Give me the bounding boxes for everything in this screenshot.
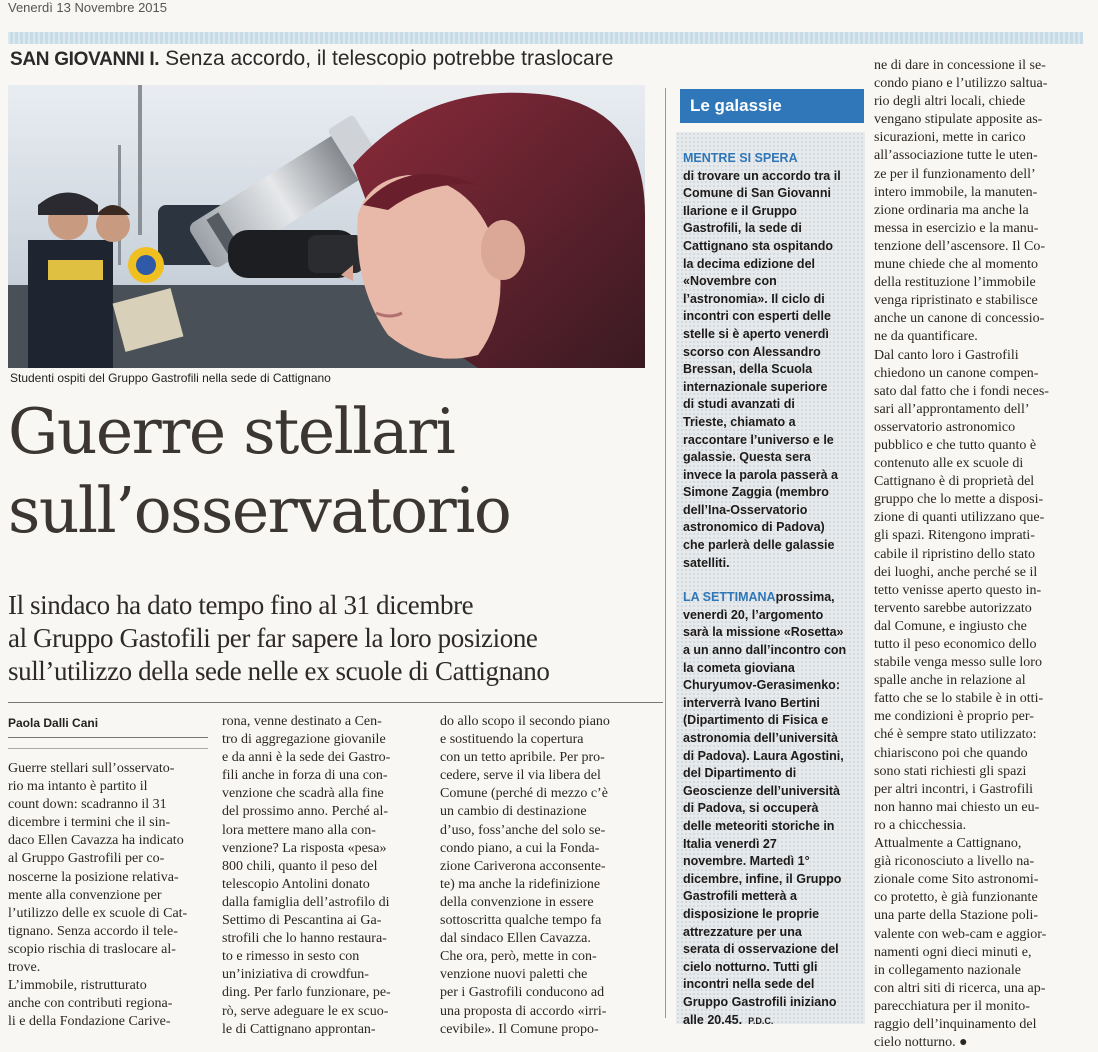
sidebar-line: dell’Ina-Osservatorio (683, 502, 808, 517)
article-line: stabile venga messo sulle loro (874, 655, 1042, 671)
article-line: tignano. Senza accordo il tele- (8, 923, 178, 939)
sidebar-line: Simone Zaggia (membro (683, 485, 829, 500)
sidebar-line: cielo notturno. Tutti gli (683, 959, 818, 974)
article-line: Guerre stellari sull’osservato- (8, 761, 175, 776)
article-line: chiedono un canone compen- (874, 365, 1039, 381)
sidebar-kicker: MENTRE SI SPERA (683, 151, 798, 165)
article-line: ding. Per farlo funzionare, pe- (222, 985, 391, 1001)
sidebar-line: di studi avanzati di (683, 397, 795, 412)
article-line: to e rimesso in sesto con (222, 949, 360, 965)
article-line: lora mettere mano alla con- (222, 822, 376, 838)
column-divider (665, 88, 666, 1018)
sidebar-line: stelle si è aperto venerdì (683, 326, 829, 341)
sidebar-line: incontri nella sede del (683, 977, 815, 992)
kicker-text: Senza accordo, il telescopio potrebbe traslocare (165, 47, 614, 70)
article-line: ze per il funzionamento dell’ (874, 166, 1036, 182)
sidebar-line: la cometa gioviana (683, 660, 795, 675)
sidebar-line: venerdì 20, l’argomento (683, 607, 824, 622)
article-line: al Gruppo Gastrofili per co- (8, 851, 165, 867)
sidebar-line: Trieste, chiamato a (683, 414, 796, 429)
sidebar-line: sarà la missione «Rosetta» (683, 625, 844, 640)
article-line: anche un canone di concessio- (874, 311, 1045, 327)
article-line: Attualmente a Cattignano, (874, 836, 1022, 852)
article-line: mente alla convenzione per (8, 887, 162, 903)
sidebar-line: alle 20.45. P.D.C. (683, 1012, 774, 1027)
article-line: sato dal fatto che i fondi neces- (874, 383, 1049, 399)
article-line: sicurazioni, mette in carico (874, 130, 1026, 146)
sidebar-kicker: LA SETTIMANA (683, 590, 776, 605)
sidebar-line: di trovare un accordo tra il (683, 168, 841, 183)
article-line: contenuto alle ex scuole di (874, 456, 1024, 472)
article-line: d’uso, foss’anche del solo se- (440, 822, 606, 838)
article-line: intero immobile, la manuten- (874, 184, 1038, 200)
headline-line: sull’osservatorio (8, 474, 511, 547)
sidebar-line: la decima edizione del (683, 256, 815, 271)
sidebar-line: delle meteoriti storiche in (683, 818, 835, 833)
sidebar-box (683, 150, 861, 1030)
article-line: per altri incontri, i Gastrofili (874, 781, 1034, 797)
article-line: Comune (perché di mezzo c’è (440, 786, 608, 802)
article-line: del prossimo anno. Perché al- (222, 804, 389, 820)
divider (8, 702, 663, 703)
sidebar-line: galassie. Questa sera (683, 450, 811, 465)
article-line: anche con contributi regiona- (8, 996, 173, 1012)
article-line: tenzione dell’ascensore. Il Co- (874, 238, 1046, 254)
sidebar-line: raccontare l’universo e le (683, 432, 834, 447)
article-line: me condizioni è proprio per- (874, 709, 1034, 725)
sidebar-line: di Padova). Laura Agostini, (683, 748, 844, 763)
article-line: rio ma intanto è partito il (8, 779, 148, 795)
article-line: rò, serve adeguare le ex scuo- (222, 1003, 389, 1019)
article-line: tutto il peso economico dello (874, 637, 1037, 652)
article-line: te) ma anche la ridefinizione (440, 876, 601, 892)
sidebar-line: Comune di San Giovanni (683, 186, 831, 201)
article-line: strofili che lo hanno restaura- (222, 931, 387, 947)
article-line: li e della Fondazione Carive- (8, 1014, 171, 1030)
article-column-1 (8, 760, 211, 1031)
article-line: dicembre i termini che il sin- (8, 815, 171, 831)
article-line: zione ordinaria ma anche la (874, 202, 1029, 218)
article-line: rona, venne destinato a Cen- (222, 714, 382, 729)
sidebar-line: del Dipartimento di (683, 766, 797, 781)
article-line: ché è sempre stato utilizzato: (874, 727, 1037, 743)
article-line: all’associazione tutte le uten- (874, 148, 1038, 164)
article-line: gli spazi. Ritengono imprati- (874, 528, 1035, 544)
sidebar-line: l’astronomia». Il ciclo di (683, 291, 825, 306)
article-line: ne di dare in concessione il se- (874, 58, 1046, 73)
sidebar-line: Gastrofili, la sede di (683, 221, 802, 236)
headline (8, 392, 658, 550)
article-line: e sostituendo la copertura (440, 732, 584, 748)
sidebar-line: novembre. Martedì 1° (683, 854, 810, 869)
article-line: una parte della Stazione poli- (874, 908, 1039, 924)
subheadline-line: sull’utilizzo della sede nelle ex scuole di Cattignano (8, 656, 550, 686)
article-line: L’immobile, ristrutturato (8, 978, 147, 994)
article-line: parecchiatura per il monito- (874, 998, 1030, 1014)
article-line: dei luoghi, anche perché se il (874, 564, 1038, 580)
subheadline (8, 589, 658, 688)
sidebar-line: Gastrofili metterà a (683, 889, 797, 904)
sidebar-line: interverrà Ivano Bertini (683, 695, 820, 710)
article-line: noscerne la posizione relativa- (8, 869, 179, 885)
article-line: un cambio di destinazione (440, 804, 587, 820)
sidebar-line: Geoscienze dell’università (683, 783, 841, 798)
sidebar-title: Le galassie (680, 89, 864, 123)
article-column-4 (874, 57, 1078, 1052)
sidebar-line: invece la parola passerà a (683, 467, 838, 482)
article-line: condo piano, a cui la Fonda- (440, 840, 600, 856)
sidebar-line: Gruppo Gastrofili iniziano (683, 994, 837, 1009)
article-line: Dal canto loro i Gastrofili (874, 347, 1019, 363)
sidebar-line: attrezzature per una (683, 924, 802, 939)
sidebar-paragraph-2 (683, 607, 861, 1030)
sidebar-line: Cattignano sta ospitando (683, 238, 833, 253)
article-line: zionale come Sito astronomi- (874, 872, 1039, 888)
dateline: Venerdì 13 Novembre 2015 (8, 0, 167, 15)
article-line: namenti ogni dieci minuti e, (874, 944, 1032, 960)
article-line: telescopio Antolini donato (222, 876, 370, 892)
article-line: sottoscritta qualche tempo fa (440, 913, 602, 929)
byline-rule (8, 748, 208, 749)
byline: Paola Dalli Cani (8, 716, 99, 730)
telescope-photo-illustration (8, 85, 645, 368)
article-photo (8, 85, 645, 368)
article-line: messa in esercizio e la manu- (874, 220, 1039, 236)
article-line: daco Ellen Cavazza ha indicato (8, 833, 184, 849)
article-line: tro di aggregazione giovanile (222, 732, 386, 748)
article-line: 800 chili, quanto il peso del (222, 858, 378, 874)
article-line: scopio rischia di traslocare al- (8, 941, 176, 957)
article-line: chiariscono poi che quando (874, 745, 1028, 761)
subheadline-line: al Gruppo Gastofili per far sapere la loro posizione (8, 623, 538, 653)
article-line: gruppo che lo mette a disposi- (874, 492, 1044, 508)
article-line: con altri siti di ricerca, una ap- (874, 980, 1046, 996)
sidebar-line: scorso con Alessandro (683, 344, 821, 359)
article-line: raggio dell’inquinamento del (874, 1016, 1037, 1032)
article-line: rio degli altri locali, chiede (874, 94, 1026, 110)
article-line: dalla famiglia dell’astrofilo di (222, 894, 390, 910)
sidebar-line: a un anno dall’incontro con (683, 643, 847, 658)
sidebar-line: Italia venerdì 27 (683, 836, 777, 851)
article-line: della convenzione in essere (440, 894, 594, 910)
sidebar-line: disposizione le proprie (683, 906, 820, 921)
article-line: valente con web-cam e aggior- (874, 926, 1047, 942)
sidebar-line: serata di osservazione del (683, 942, 839, 957)
article-line: della restituzione l’immobile (874, 275, 1036, 291)
sidebar-text: prossima, (775, 590, 835, 605)
article-line: ro a chicchessia. (874, 817, 967, 833)
article-line: dal sindaco Ellen Cavazza. (440, 931, 591, 947)
article-line: con un tetto apribile. Per pro- (440, 750, 605, 766)
article-line: mune chiede che al momento (874, 257, 1039, 273)
article-column-3 (440, 713, 646, 1039)
article-line: un’iniziativa di crowdfun- (222, 967, 369, 983)
photo-caption: Studenti ospiti del Gruppo Gastrofili nella sede di Cattignano (10, 371, 331, 385)
sidebar-line: «Novembre con (683, 274, 777, 289)
article-line: vengano stipulate apposite as- (874, 112, 1043, 128)
article-line: tetto venisse aperto questo in- (874, 582, 1042, 598)
article-line: già riconosciuto a livello na- (874, 854, 1035, 870)
article-line: fatto che se lo stabile è in otti- (874, 691, 1044, 707)
article-line: trove. (8, 960, 41, 976)
article-line: pubblico e che tutto quanto è (874, 437, 1037, 453)
article-line: cevibile». Il Comune propo- (440, 1021, 599, 1037)
sidebar-signature: P.D.C. (748, 1015, 774, 1026)
sidebar-line: Ilarione e il Gruppo (683, 203, 797, 218)
article-line: zione di quanti utilizzano que- (874, 510, 1045, 526)
article-line: venzione nuovi paletti che (440, 967, 588, 983)
article-line: sari all’approntamento dell’ (874, 401, 1030, 417)
sidebar-line: che parlerà delle galassie (683, 538, 835, 553)
article-line: cielo notturno. ● (874, 1035, 968, 1051)
article-line: fili anche in forza di una con- (222, 768, 388, 784)
article-column-2 (222, 713, 428, 1039)
sidebar-line: Bressan, della Scuola (683, 362, 813, 377)
article-line: count down: scadranno il 31 (8, 797, 167, 813)
article-line: per i Gastrofili conducono ad (440, 985, 605, 1001)
article-line: in collegamento nazionale (874, 962, 1021, 978)
sidebar-line: (Dipartimento di Fisica e (683, 713, 829, 728)
article-line: venzione? La risposta «pesa» (222, 840, 387, 856)
article-line: condo piano e l’utilizzo saltua- (874, 76, 1048, 92)
article-line: e da anni è la sede dei Gastro- (222, 750, 391, 766)
sidebar-paragraph-1 (683, 168, 861, 573)
article-line: dal Comune, e ingiusto che (874, 618, 1027, 634)
article-line: venzione che scadrà alla fine (222, 786, 384, 802)
article-line: le di Cattignano approntan- (222, 1021, 376, 1037)
article-line: non hanno mai chiesto un eu- (874, 799, 1040, 815)
sidebar-line: dicembre, infine, il Gruppo (683, 871, 842, 886)
kicker-section: SAN GIOVANNI I. (10, 49, 160, 70)
article-line: co protetto, è già funzionante (874, 890, 1038, 906)
article-line: Che ora, però, mette in con- (440, 949, 597, 965)
sidebar-line: di Padova, si occuperà (683, 801, 819, 816)
article-line: venga ripristinato e stabilisce (874, 293, 1038, 309)
byline-rule (8, 737, 208, 738)
section-band (8, 32, 1083, 44)
article-line: do allo scopo il secondo piano (440, 714, 610, 729)
article-line: cabile il ripristino dello stato (874, 546, 1035, 562)
sidebar-line: internazionale superiore (683, 379, 828, 394)
article-line: Cattignano è di proprietà del (874, 474, 1035, 490)
sidebar-line: satelliti. (683, 555, 730, 570)
article-line: sono stati richiesti gli spazi (874, 763, 1027, 779)
sidebar-line: astronomico di Padova) (683, 520, 825, 535)
article-line: ne da quantificare. (874, 329, 978, 345)
article-line: l’utilizzo delle ex scuole di Cat- (8, 905, 188, 921)
article-line: spalle anche in relazione al (874, 673, 1026, 689)
sidebar-line: astronomia dell’università (683, 731, 838, 745)
headline-line: Guerre stellari (8, 395, 455, 468)
kicker (10, 47, 613, 71)
article-line: osservatorio astronomico (874, 419, 1016, 435)
sidebar-line: Churyumov-Gerasimenko: (683, 678, 840, 693)
article-line: cedere, serve il via libera del (440, 768, 601, 784)
article-line: tervento sarebbe autorizzato (874, 600, 1032, 616)
subheadline-line: Il sindaco ha dato tempo fino al 31 dicembre (8, 590, 474, 620)
article-line: una proposta di accordo «irri- (440, 1003, 607, 1019)
article-line: Settimo di Pescantina ai Ga- (222, 913, 382, 929)
sidebar-line: incontri con esperti delle (683, 309, 831, 324)
article-line: zione Cariverona acconsente- (440, 858, 606, 874)
